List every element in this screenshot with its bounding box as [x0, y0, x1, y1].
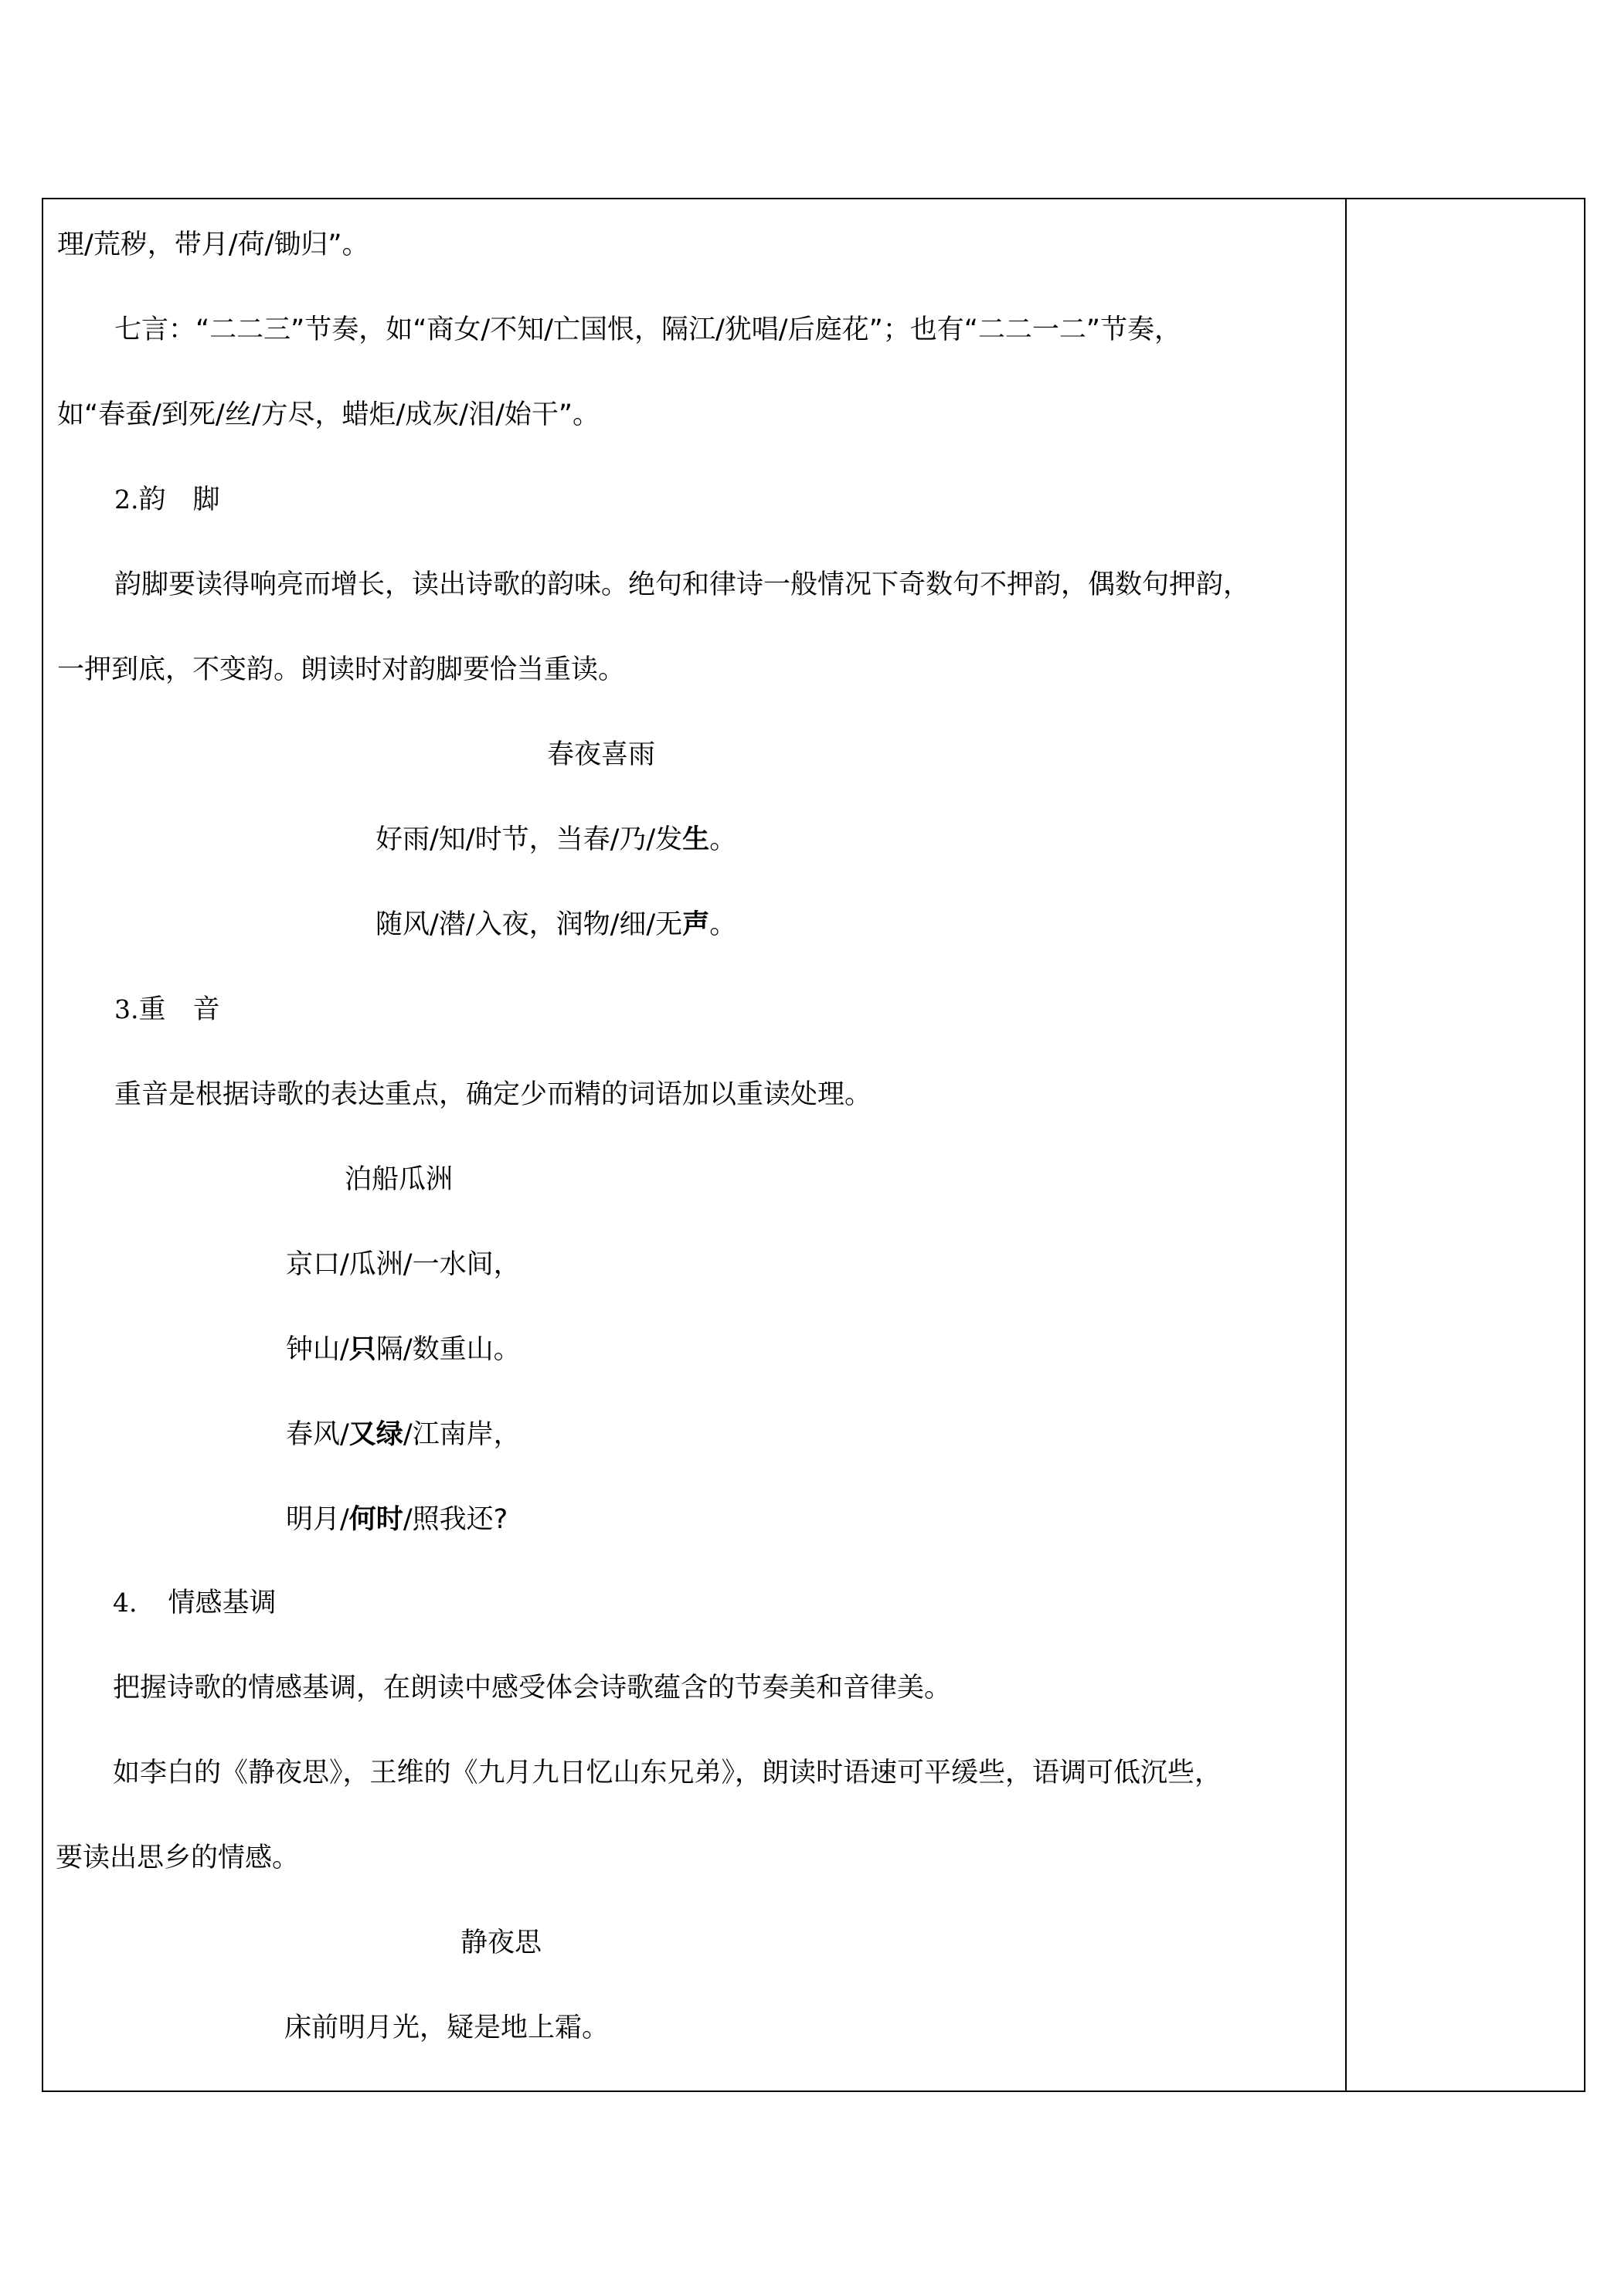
text-line: 如李白的《静夜思》，王维的《九月九日忆山东兄弟》，朗读时语速可平缓些，语调可低沉些，	[113, 1758, 1222, 1788]
text-line: 要读出思乡的情感。	[56, 1843, 300, 1873]
poem-title: 静夜思	[460, 1927, 542, 1958]
text-line: 一押到底，不变韵。朗读时对韵脚要恰当重读。	[57, 654, 626, 685]
text-line: 理/荒秽，带月/荷/锄归”。	[57, 229, 369, 260]
text-line: 重音是根据诗歌的表达重点，确定少而精的词语加以重读处理。	[114, 1079, 872, 1110]
stress-word: 何时	[348, 1504, 403, 1535]
section-heading	[113, 1590, 277, 1617]
poem-text: 隔/数重山。	[376, 1334, 521, 1365]
poem-text: 春风/	[286, 1419, 349, 1450]
poem-title: 泊船瓜洲	[345, 1164, 454, 1195]
poem-text: 明月/	[286, 1504, 349, 1535]
poem-text: 。	[709, 909, 737, 940]
poem-text: /照我还?	[403, 1504, 508, 1535]
stress-word: 只	[348, 1334, 376, 1365]
poem-line: 京口/瓜洲/一水间，	[286, 1249, 521, 1280]
poem-text: /江南岸，	[403, 1419, 521, 1450]
text-line: 韵脚要读得响亮而增长，读出诗歌的韵味。绝句和律诗一般情况下奇数句不押韵，偶数句押韵，	[114, 569, 1251, 600]
text-line: 把握诗歌的情感基调，在朗读中感受体会诗歌蕴含的节奏美和音律美。	[113, 1673, 952, 1703]
poem-title: 春夜喜雨	[547, 739, 656, 770]
text-line: 七言：“二二三”节奏，如“商女/不知/亡国恨，隔江/犹唱/后庭花”；也有“二二一二”节奏，	[114, 314, 1181, 345]
poem-line: 床前明月光，疑是地上霜。	[284, 2012, 610, 2043]
poem-text: 随风/潜/入夜，润物/细/无	[376, 909, 683, 940]
section-number: 3.	[114, 994, 139, 1024]
poem-text: 钟山/	[286, 1334, 349, 1365]
rhyme-word: 声	[682, 909, 710, 940]
text-line: 如“春蚕/到死/丝/方尽，蜡炬/成灰/泪/始干”。	[57, 399, 600, 430]
poem-text: 好雨/知/时节，当春/乃/发	[376, 824, 683, 855]
rhyme-word: 生	[682, 824, 710, 855]
poem-text: 。	[709, 824, 737, 855]
section-title: 韵 脚	[138, 484, 220, 515]
section-title: 重 音	[138, 994, 220, 1025]
section-number: 4.	[113, 1588, 138, 1618]
lower-content	[42, 198, 1585, 2092]
section-title: 情感基调	[168, 1588, 277, 1618]
section-number: 2.	[114, 484, 139, 515]
stress-word: 又绿	[348, 1419, 403, 1450]
